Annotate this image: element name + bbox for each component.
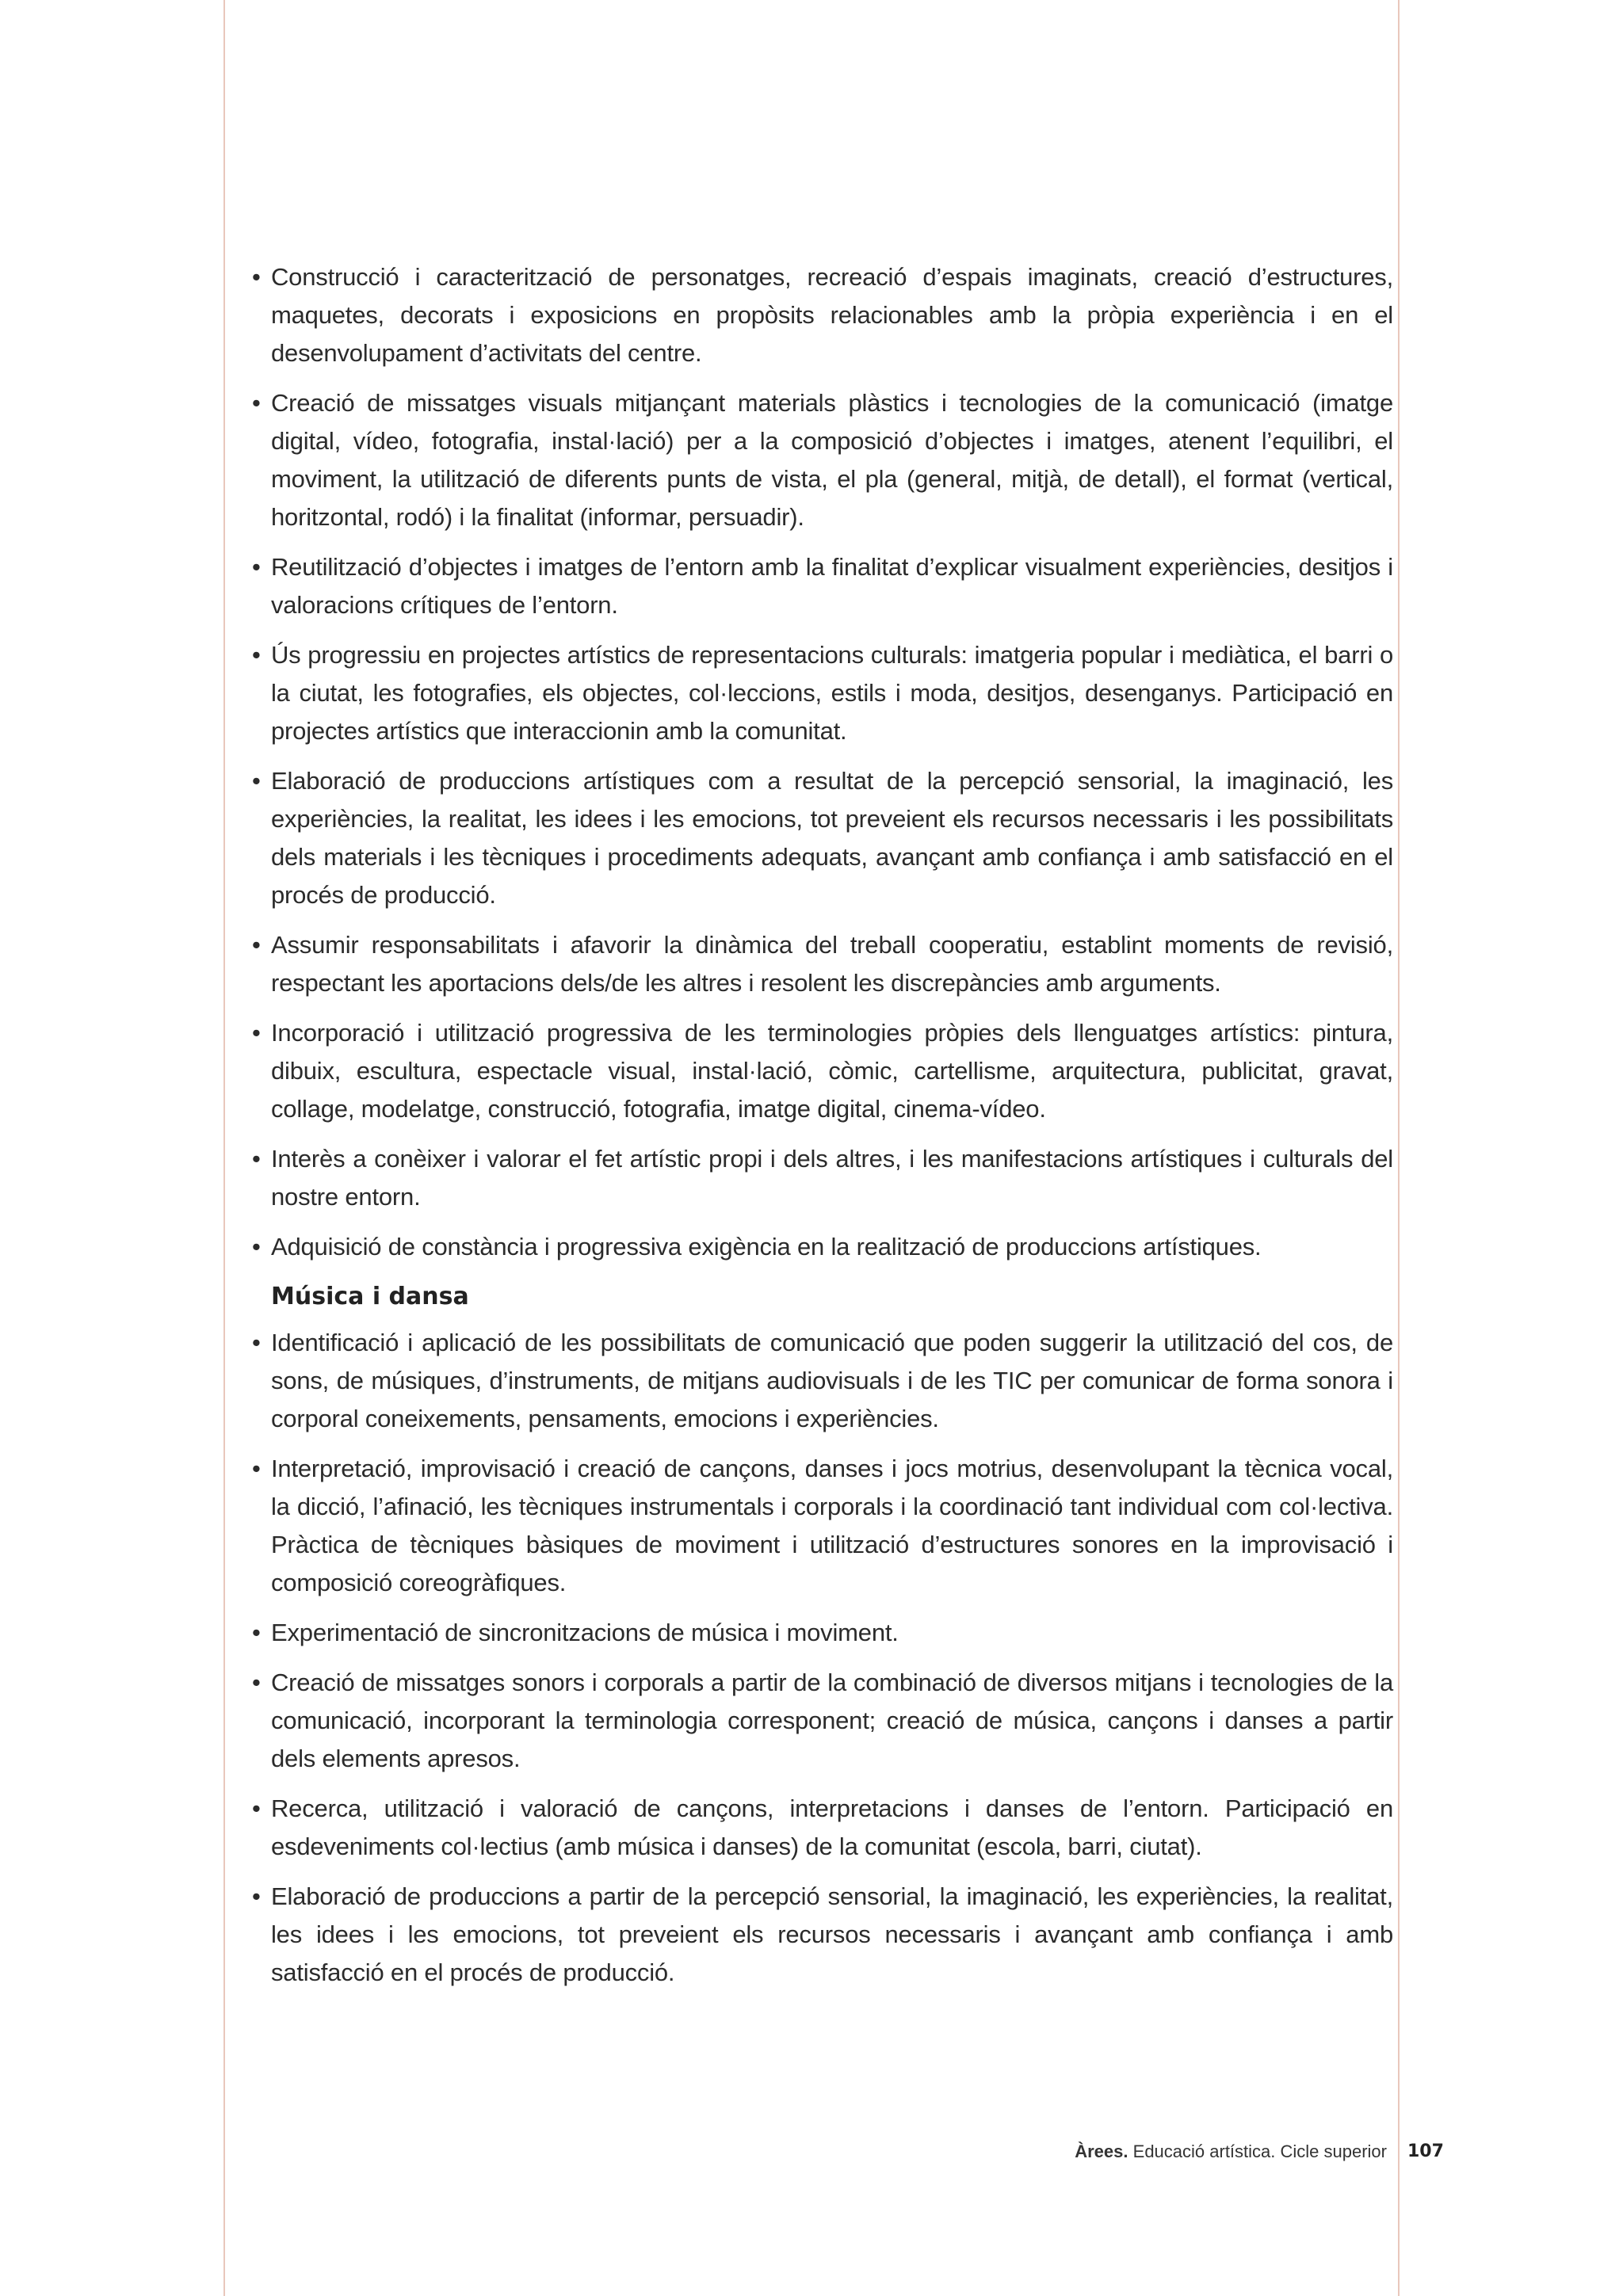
list-item [252,258,1393,372]
running-footer [1022,2139,1387,2164]
list-item-text: Incorporació i utilització progressiva de les terminologies pròpies dels llenguatges artístics: pintura, dibuix, escultura, espectacle visual, instal·lació, còmic, cartellisme, arquitectura, publicitat, gravat, collage, modelatge, construcció, fotografia, imatge digital, cinema-vídeo. [271,1019,1393,1123]
list-item-text: Interpretació, improvisació i creació de cançons, danses i jocs motrius, desenvolupant la tècnica vocal, la dicció, l’afinació, les tècniques instrumentals i corporals i la coordinació tant individual com col·lectiva. Pràctica de tècniques bàsiques de moviment i utilització d’estructures sonores en la improvisació i composició coreogràfiques. [271,1455,1393,1596]
footer-section-label: Àrees. [1075,2142,1128,2161]
list-item [252,1450,1393,1602]
list-item-text: Creació de missatges sonors i corporals a partir de la combinació de diversos mitjans i tecnologies de la comunicació, incorporant la terminologia corresponent; creació de música, cançons i danses a partir dels elements apresos. [271,1669,1393,1772]
list-item-text: Ús progressiu en projectes artístics de representacions culturals: imatgeria popular i mediàtica, el barri o la ciutat, les fotografies, els objectes, col·leccions, estils i moda, desitjos, desenganys. Participació en projectes artístics que interaccionin amb la comunitat. [271,641,1393,745]
section-heading: Música i dansa [271,1283,469,1310]
list-item-text: Interès a conèixer i valorar el fet artístic propi i dels altres, i les manifestacions artístiques i culturals del nostre entorn. [271,1145,1393,1211]
bullet-icon: • [252,641,261,669]
bullet-icon: • [252,1233,261,1261]
bullet-list [252,1324,1393,1992]
list-item-text: Construcció i caracterització de personatges, recreació d’espais imaginats, creació d’estructures, maquetes, decorats i exposicions en propòsits relacionables amb la pròpia experiència i en el desenvolupament d’activitats del centre. [271,263,1393,367]
bullet-icon: • [252,931,261,959]
section-general [252,258,1393,1266]
list-item-text: Reutilització d’objectes i imatges de l’entorn amb la finalitat d’explicar visualment experiències, desitjos i valoracions crítiques de l’entorn. [271,553,1393,619]
list-item-text: Elaboració de produccions artístiques com a resultat de la percepció sensorial, la imaginació, les experiències, la realitat, les idees i les emocions, tot preveient els recursos necessaris i les possibilitats dels materials i les tècniques i procediments adequats, avançant amb confiança i amb satisfacció en el procés de producció. [271,767,1393,909]
list-item-text: Assumir responsabilitats i afavorir la dinàmica del treball cooperatiu, establint moments de revisió, respectant les aportacions dels/de les altres i resolent les discrepàncies amb arguments. [271,931,1393,997]
bullet-icon: • [252,553,261,581]
list-item [252,1790,1393,1866]
list-item-text: Identificació i aplicació de les possibilitats de comunicació que poden suggerir la utilització del cos, de sons, de músiques, d’instruments, de mitjans audiovisuals i de les TIC per comunicar de forma sonora i corporal coneixements, pensaments, emocions i experiències. [271,1329,1393,1432]
list-item [252,384,1393,536]
bullet-icon: • [252,767,261,795]
bullet-icon: • [252,1882,261,1910]
list-item [252,926,1393,1002]
section-musica-dansa [252,1278,1393,1992]
left-margin-rule [223,0,225,2296]
list-item [252,1324,1393,1438]
bullet-icon: • [252,1019,261,1047]
list-item-text: Adquisició de constància i progressiva exigència en la realització de produccions artístiques. [271,1233,1262,1261]
list-item-text: Creació de missatges visuals mitjançant materials plàstics i tecnologies de la comunicació (imatge digital, vídeo, fotografia, instal·lació) per a la composició d’objectes i imatges, atenent l’equilibri, el moviment, la utilització de diferents punts de vista, el pla (general, mitjà, de detall), el format (vertical, horitzontal, rodó) i la finalitat (informar, persuadir). [271,389,1393,531]
list-item [252,636,1393,750]
bullet-icon: • [252,1455,261,1482]
footer-section-title: Educació artística. Cicle superior [1132,2142,1387,2161]
list-item [252,548,1393,624]
list-item [252,1014,1393,1128]
list-item [252,1228,1393,1266]
list-item [252,1664,1393,1778]
page-number: 107 [1407,2142,1444,2161]
list-item [252,1140,1393,1216]
bullet-icon: • [252,1794,261,1822]
bullet-icon: • [252,1669,261,1696]
list-item [252,762,1393,914]
bullet-list [252,258,1393,1266]
bullet-icon: • [252,1329,261,1356]
right-margin-rule [1398,0,1400,2296]
bullet-icon: • [252,1145,261,1173]
bullet-icon: • [252,263,261,291]
bullet-icon: • [252,1619,261,1646]
page-body [252,258,1393,2004]
list-item-text: Elaboració de produccions a partir de la percepció sensorial, la imaginació, les experiències, la realitat, les idees i les emocions, tot preveient els recursos necessaris i avançant amb confiança i amb satisfacció en el procés de producció. [271,1882,1393,1986]
list-item-text: Experimentació de sincronitzacions de música i moviment. [271,1619,899,1646]
list-item [252,1878,1393,1992]
list-item [252,1614,1393,1652]
list-item-text: Recerca, utilització i valoració de cançons, interpretacions i danses de l’entorn. Participació en esdeveniments col·lectius (amb música i danses) de la comunitat (escola, barri, ciutat). [271,1794,1393,1860]
bullet-icon: • [252,389,261,417]
